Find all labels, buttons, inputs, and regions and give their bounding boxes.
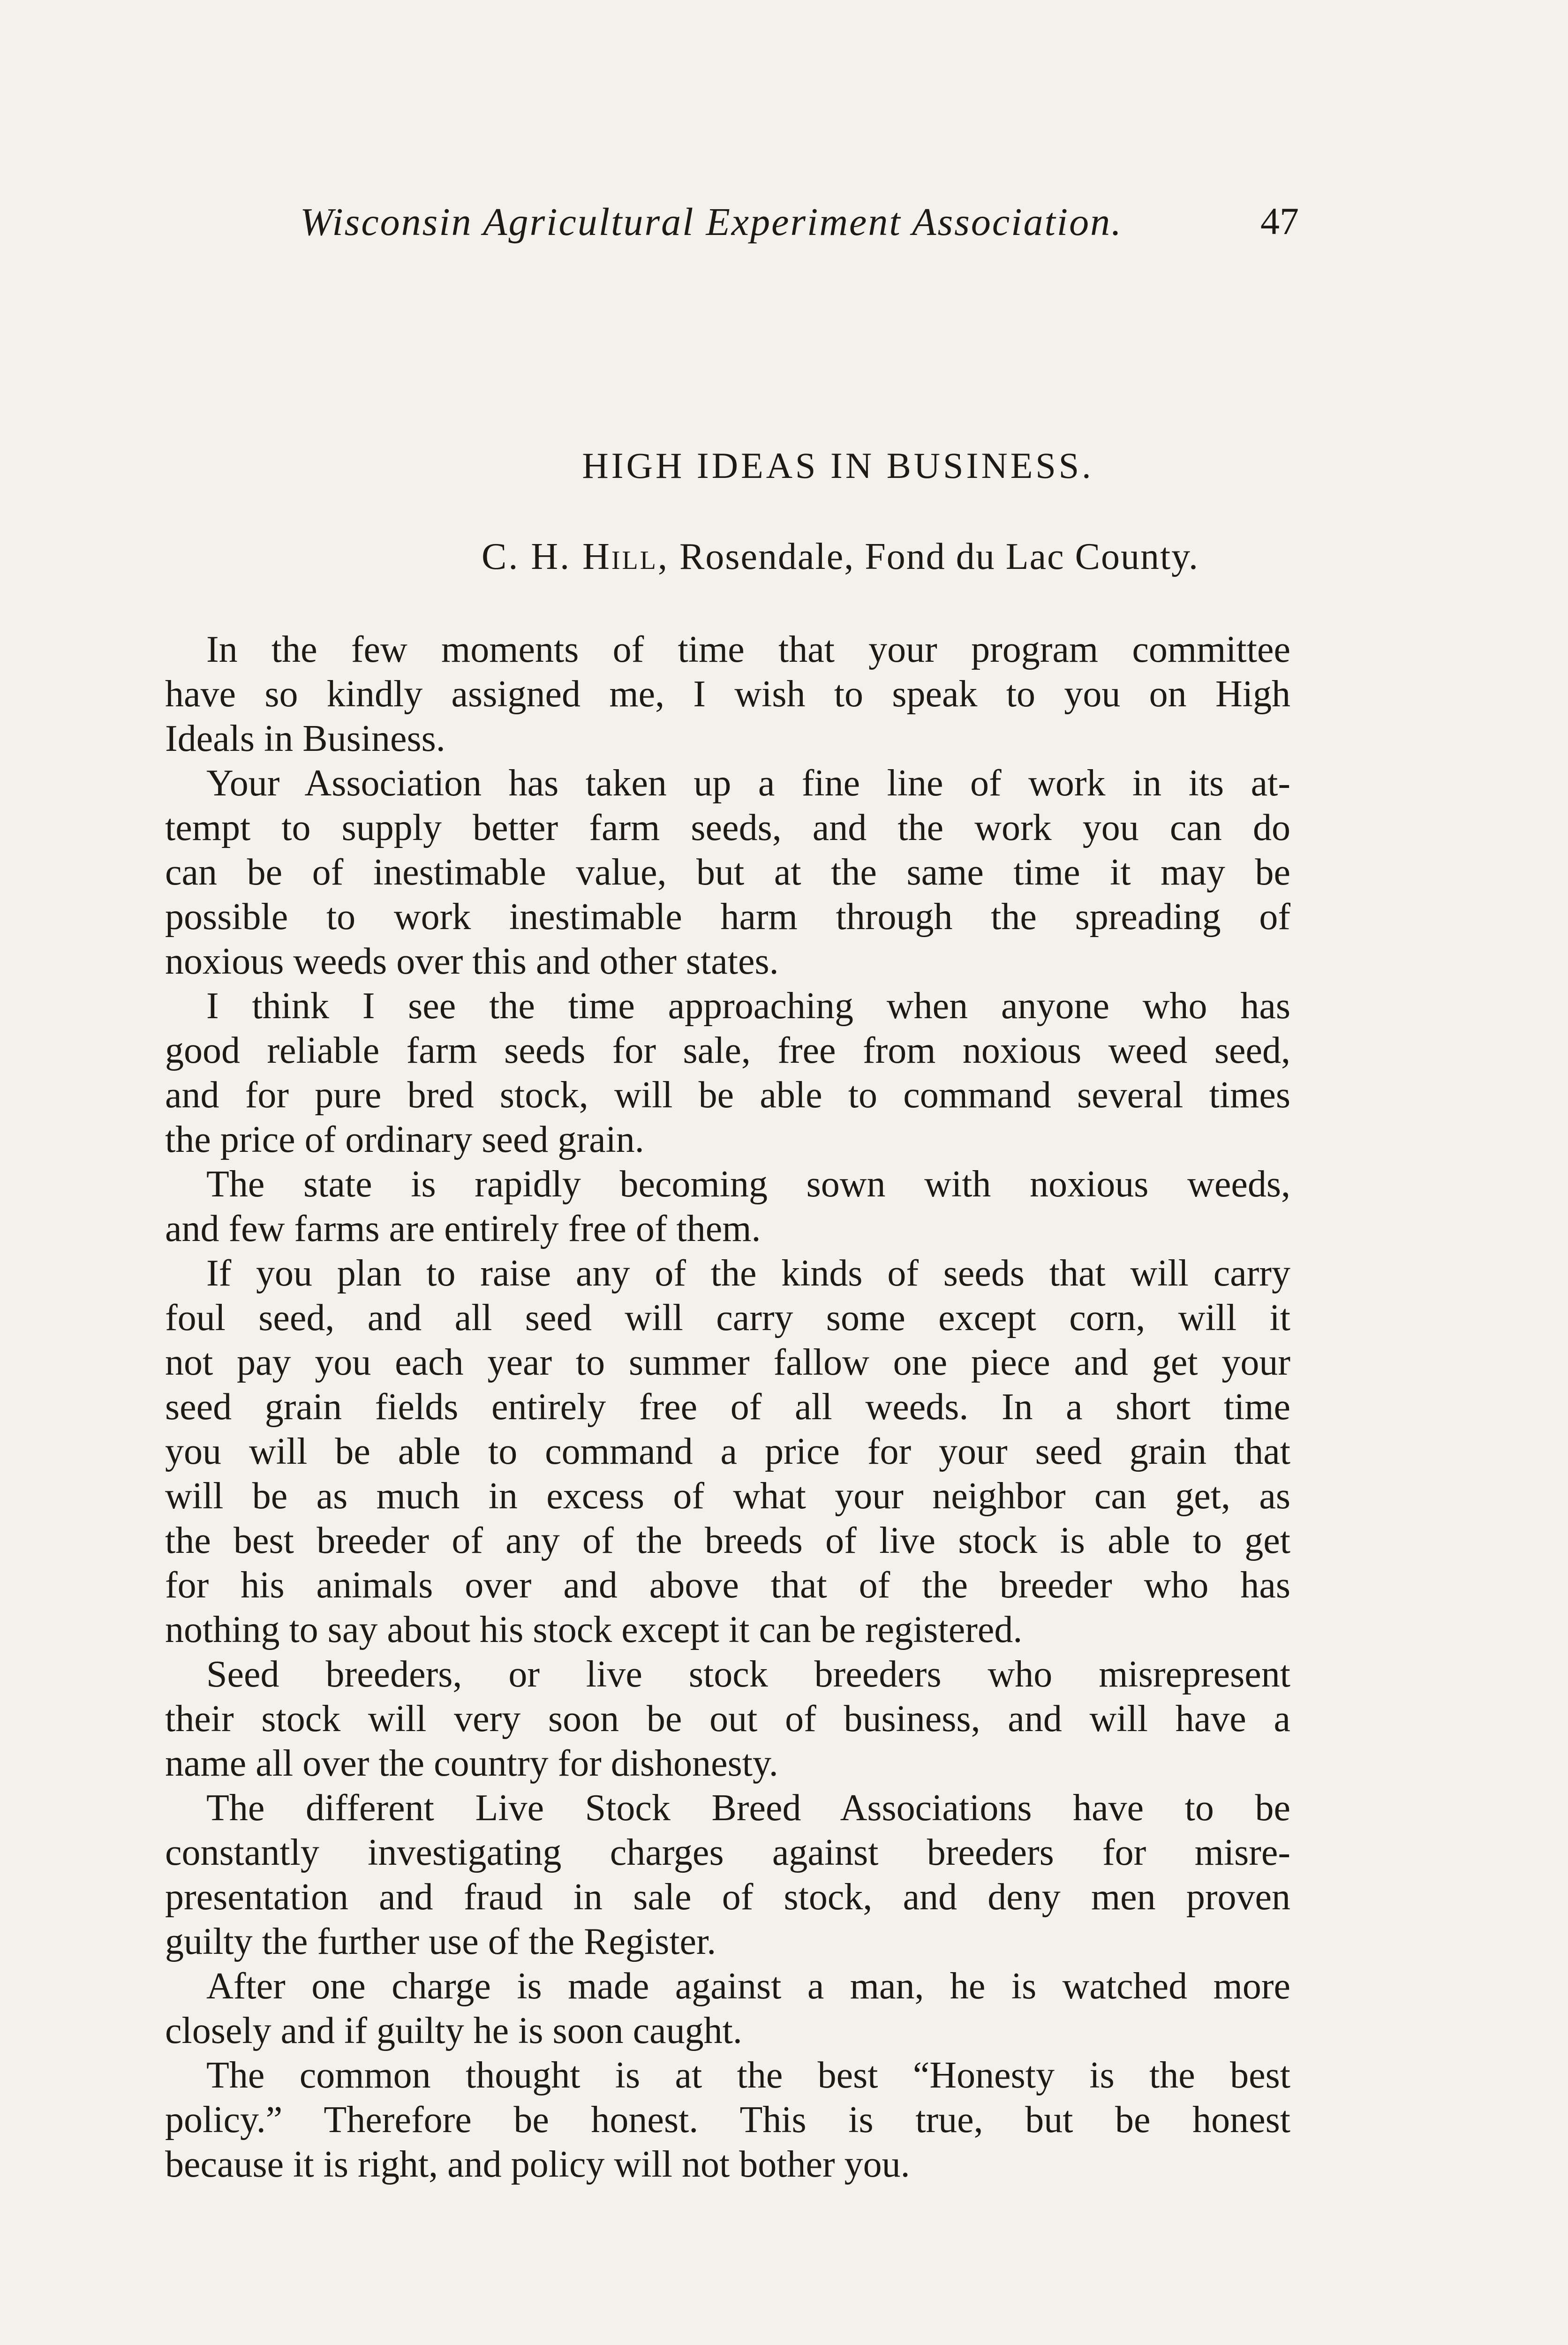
paragraph (165, 761, 1290, 984)
text-line: the best breeder of any of the breeds of live stock is able to get (165, 1520, 1290, 1561)
text-line: The common thought is at the best “Honesty is the best (206, 2055, 1290, 2096)
author-location: Rosendale, Fond du Lac County. (679, 536, 1199, 577)
text-line: the price of ordinary seed grain. (165, 1119, 644, 1160)
paragraph (165, 2053, 1290, 2187)
article-body (165, 628, 1290, 2187)
text-line: good reliable farm seeds for sale, free from noxious weed seed, (165, 1030, 1290, 1071)
text-line: constantly investigating charges against breeders for misre- (165, 1832, 1290, 1873)
text-line: foul seed, and all seed will carry some except corn, will it (165, 1297, 1290, 1339)
text-line: The state is rapidly becoming sown with noxious weeds, (206, 1164, 1290, 1205)
text-line: and for pure bred stock, will be able to command several times (165, 1074, 1290, 1116)
text-line: can be of inestimable value, but at the same time it may be (165, 852, 1290, 893)
text-line: their stock will very soon be out of business, and will have a (165, 1698, 1290, 1740)
paragraph (165, 628, 1290, 761)
text-line: will be as much in excess of what your neighbor can get, as (165, 1475, 1290, 1517)
paragraph (165, 1251, 1290, 1652)
byline (0, 536, 1568, 578)
page-number: 47 (1260, 200, 1299, 242)
text-line: noxious weeds over this and other states. (165, 941, 779, 982)
text-line: for his animals over and above that of the breeder who has (165, 1565, 1290, 1606)
text-line: If you plan to raise any of the kinds of seeds that will carry (206, 1253, 1290, 1294)
text-line: and few farms are entirely free of them. (165, 1208, 761, 1249)
text-line: Seed breeders, or live stock breeders who misrepresent (206, 1654, 1290, 1695)
text-line: closely and if guilty he is soon caught. (165, 2010, 742, 2051)
text-line: policy.” Therefore be honest. This is true, but be honest (165, 2099, 1290, 2141)
text-line: guilty the further use of the Register. (165, 1921, 716, 1962)
text-line: Ideals in Business. (165, 718, 445, 759)
text-line: you will be able to command a price for your seed grain that (165, 1431, 1290, 1472)
text-line: seed grain fields entirely free of all weeds. In a short time (165, 1386, 1290, 1428)
text-line: because it is right, and policy will not bother you. (165, 2144, 910, 2185)
article-title: HIGH IDEAS IN BUSINESS. (582, 445, 1094, 486)
text-line: Your Association has taken up a fine line of work in its at- (206, 763, 1290, 804)
running-title: Wisconsin Agricultural Experiment Association. (300, 200, 1123, 244)
text-line: The different Live Stock Breed Associations have to be (206, 1787, 1290, 1829)
text-line: After one charge is made against a man, he is watched more (206, 1966, 1290, 2007)
text-line: name all over the country for dishonesty. (165, 1743, 778, 1784)
text-line: nothing to say about his stock except it can be registered. (165, 1609, 1023, 1650)
paragraph (165, 1652, 1290, 1786)
text-line: have so kindly assigned me, I wish to speak to you on High (165, 673, 1290, 715)
author-name: C. H. Hill, (482, 536, 669, 577)
paragraph (165, 1964, 1290, 2053)
text-line: not pay you each year to summer fallow one piece and get your (165, 1342, 1290, 1383)
text-line: presentation and fraud in sale of stock, and deny men proven (165, 1876, 1290, 1918)
text-line: I think I see the time approaching when anyone who has (206, 985, 1290, 1027)
text-line: tempt to supply better farm seeds, and the work you can do (165, 807, 1290, 848)
text-line: possible to work inestimable harm through the spreading of (165, 896, 1290, 938)
text-line: In the few moments of time that your program committee (206, 629, 1290, 670)
paragraph (165, 1162, 1290, 1251)
paragraph (165, 984, 1290, 1162)
running-head (300, 199, 1299, 256)
paragraph (165, 1786, 1290, 1964)
